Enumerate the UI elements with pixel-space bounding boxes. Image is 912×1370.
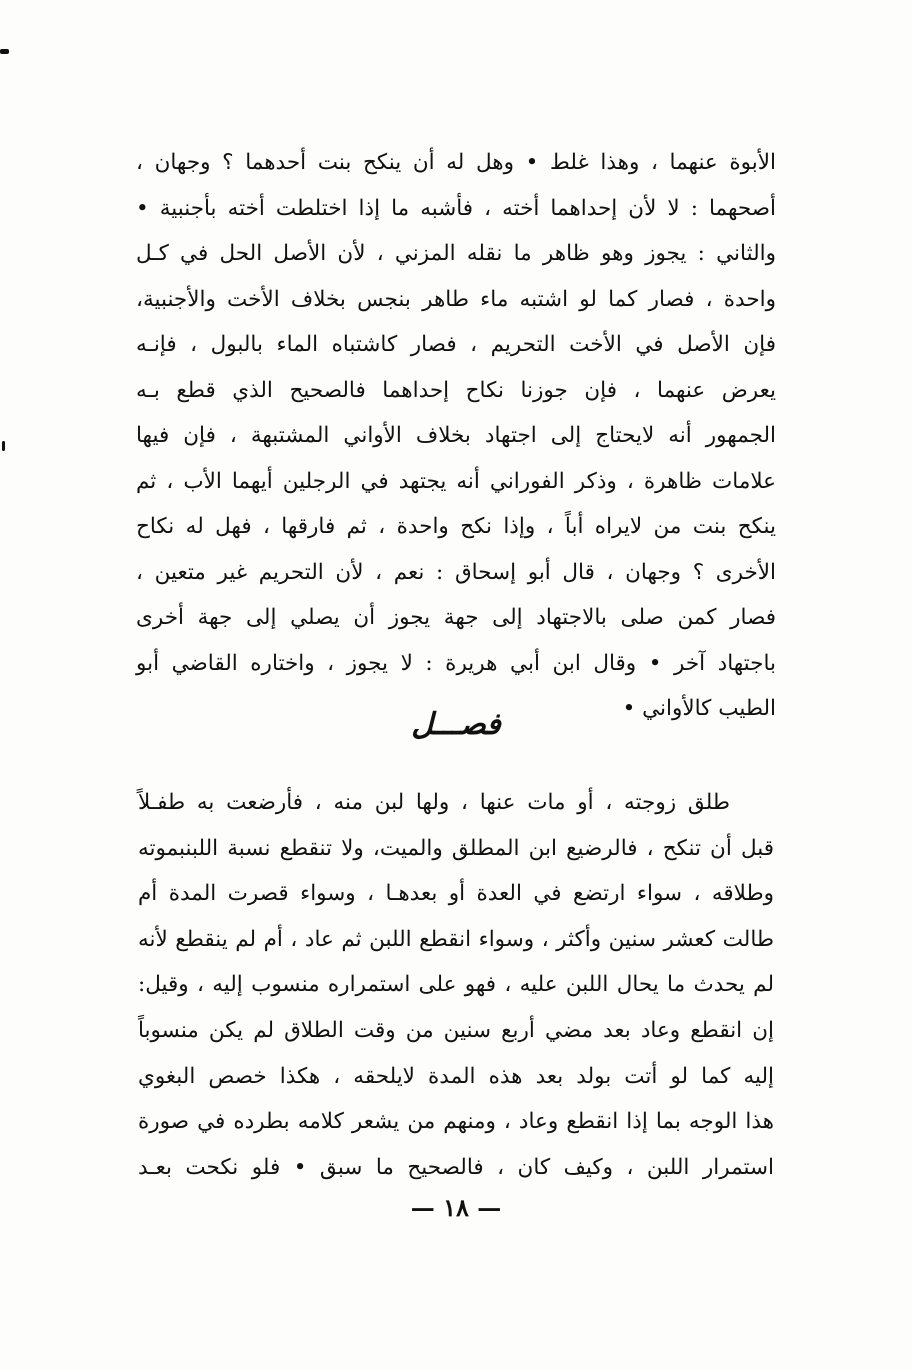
page-number: — ١٨ —: [410, 1193, 502, 1222]
paragraph-1: [136, 140, 776, 732]
text-line: هذا الوجه بما إذا انقطع وعاد ، ومنهم من يشعر كلامه بطرده في صورة: [138, 1109, 774, 1135]
text-line: الأبوة عنهما ، وهذا غلط • وهل له أن ينكح بنت أحدهما ؟ وجهان ،: [136, 150, 776, 175]
text-line: واحدة ، فصار كما لو اشتبه ماء طاهر بنجس بخلاف الأخت والأجنبية،: [136, 286, 776, 312]
text-line: الأخرى ؟ وجهان ، قال أبو إسحاق : نعم ، لأن التحريم غير متعين ،: [136, 559, 776, 585]
scan-edge-mark: [0, 49, 9, 54]
text-line: أصحهما : لا لأن إحداهما أخته ، فأشبه ما إذا اختلطت أخته بأجنبية •: [136, 195, 776, 221]
text-line: طالت كعشر سنين وأكثر ، وسواء انقطع اللبن ثم عاد ، أم لم ينقطع لأنه: [138, 926, 774, 952]
text-line: طلق زوجته ، أو مات عنها ، ولها لبن منه ، فأرضعت به طفـلاً: [138, 790, 730, 815]
text-line: الطيب كالأواني •: [622, 696, 776, 721]
text-line: والثاني : يجوز وهو ظاهر ما نقله المزني ، لأن الأصل الحل في كـل: [136, 241, 776, 266]
text-line: لم يحدث ما يحال اللبن عليه ، فهو على استمراره منسوب إليه ، وقيل:: [138, 972, 774, 998]
text-line: استمرار اللبن ، وكيف كان ، فالصحيح ما سبق • فلو نكحت بعـد: [138, 1154, 774, 1180]
text-line: ينكح بنت من لايراه أباً ، وإذا نكح واحدة ، ثم فارقها ، فهل له نكاح: [136, 514, 776, 539]
text-line: وطلاقه ، سواء ارتضع في العدة أو بعدهـا ، وسواء قصرت المدة أم: [138, 881, 774, 907]
text-line: الجمهور أنه لايحتاج إلى اجتهاد بخلاف الأواني المشتبهة ، فإن فيها: [136, 423, 776, 448]
text-line: قبل أن تنكح ، فالرضيع ابن المطلق والميت، ولا تنقطع نسبة اللبنبموته: [138, 835, 774, 861]
section-heading: فصـــل: [411, 707, 501, 742]
text-line: فصار كمن صلى بالاجتهاد إلى جهة يجوز أن يصلي إلى جهة أخرى: [136, 605, 776, 630]
text-line: علامات ظاهرة ، وذكر الفوراني أنه يجتهد في الرجلين أيهما الأب ، ثم: [136, 468, 776, 494]
text-line: إليه كما لو أتت بولد بعد هذه المدة لايلحقه ، هكذا خصص البغوي: [138, 1063, 774, 1089]
text-line: باجتهاد آخر • وقال ابن أبي هريرة : لا يجوز ، واختاره القاضي أبو: [136, 650, 776, 676]
paragraph-2: [138, 780, 774, 1190]
scan-edge-mark: [2, 441, 5, 451]
text-line: فإن الأصل في الأخت التحريم ، فصار كاشتباه الماء بالبول ، فإنـه: [136, 332, 776, 357]
text-line: إن انقطع وعاد بعد مضي أربع سنين من وقت الطلاق لم يكن منسوباً: [138, 1017, 774, 1043]
text-line: يعرض عنهما ، فإن جوزنا نكاح إحداهما فالصحيح الذي قطع بـه: [136, 377, 776, 403]
